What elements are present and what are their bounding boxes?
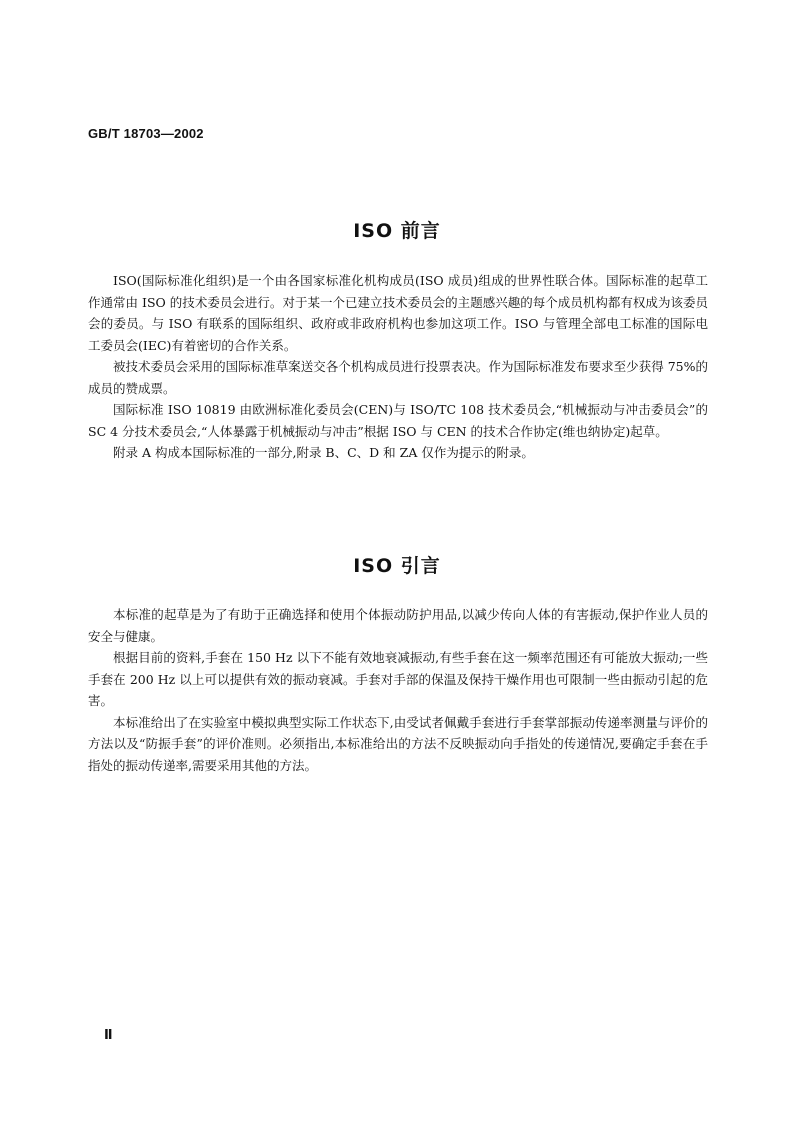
foreword-body [88, 270, 708, 464]
introduction-body [88, 604, 708, 776]
introduction-title: ISO 引言 [353, 555, 441, 577]
standard-code: GB/T 18703—2002 [88, 126, 204, 141]
introduction-paragraph-2: 根据目前的资料,手套在 150 Hz 以下不能有效地衰减振动,有些手套在这一频率范围还有可能放大振动;一些手套在 200 Hz 以上可以提供有效的振动衰减。手套对手部的保温及保持干燥作用也可限制一些由振动引起的危害。 [88, 650, 708, 708]
foreword-paragraph-2: 被技术委员会采用的国际标准草案送交各个机构成员进行投票表决。作为国际标准发布要求至少获得 75%的成员的赞成票。 [88, 359, 708, 396]
foreword-paragraph-3: 国际标准 ISO 10819 由欧洲标准化委员会(CEN)与 ISO/TC 108 技术委员会,“机械振动与冲击委员会”的 SC 4 分技术委员会,“人体暴露于机械振动与冲击”根据 ISO 与 CEN 的技术合作协定(维也纳协定)起草。 [88, 402, 708, 439]
introduction-paragraph-1: 本标准的起草是为了有助于正确选择和使用个体振动防护用品,以减少传向人体的有害振动,保护作业人员的安全与健康。 [88, 607, 708, 644]
page-number: Ⅱ [104, 1028, 113, 1043]
foreword-paragraph-1: ISO(国际标准化组织)是一个由各国家标准化机构成员(ISO 成员)组成的世界性联合体。国际标准的起草工作通常由 ISO 的技术委员会进行。对于某一个已建立技术委员会的主题感兴趣的每个成员机构都有权成为该委员会的委员。与 ISO 有联系的国际组织、政府或非政府机构也参加这项工作。ISO 与管理全部电工标准的国际电工委员会(IEC)有着密切的合作关系。 [88, 273, 708, 353]
foreword-paragraph-4: 附录 A 构成本国际标准的一部分,附录 B、C、D 和 ZA 仅作为提示的附录。 [113, 445, 534, 460]
foreword-title: ISO 前言 [353, 220, 441, 242]
introduction-paragraph-3: 本标准给出了在实验室中模拟典型实际工作状态下,由受试者佩戴手套进行手套掌部振动传递率测量与评价的方法以及“防振手套”的评价准则。必须指出,本标准给出的方法不反映振动向手指处的传递情况,要确定手套在手指处的振动传递率,需要采用其他的方法。 [88, 714, 708, 773]
